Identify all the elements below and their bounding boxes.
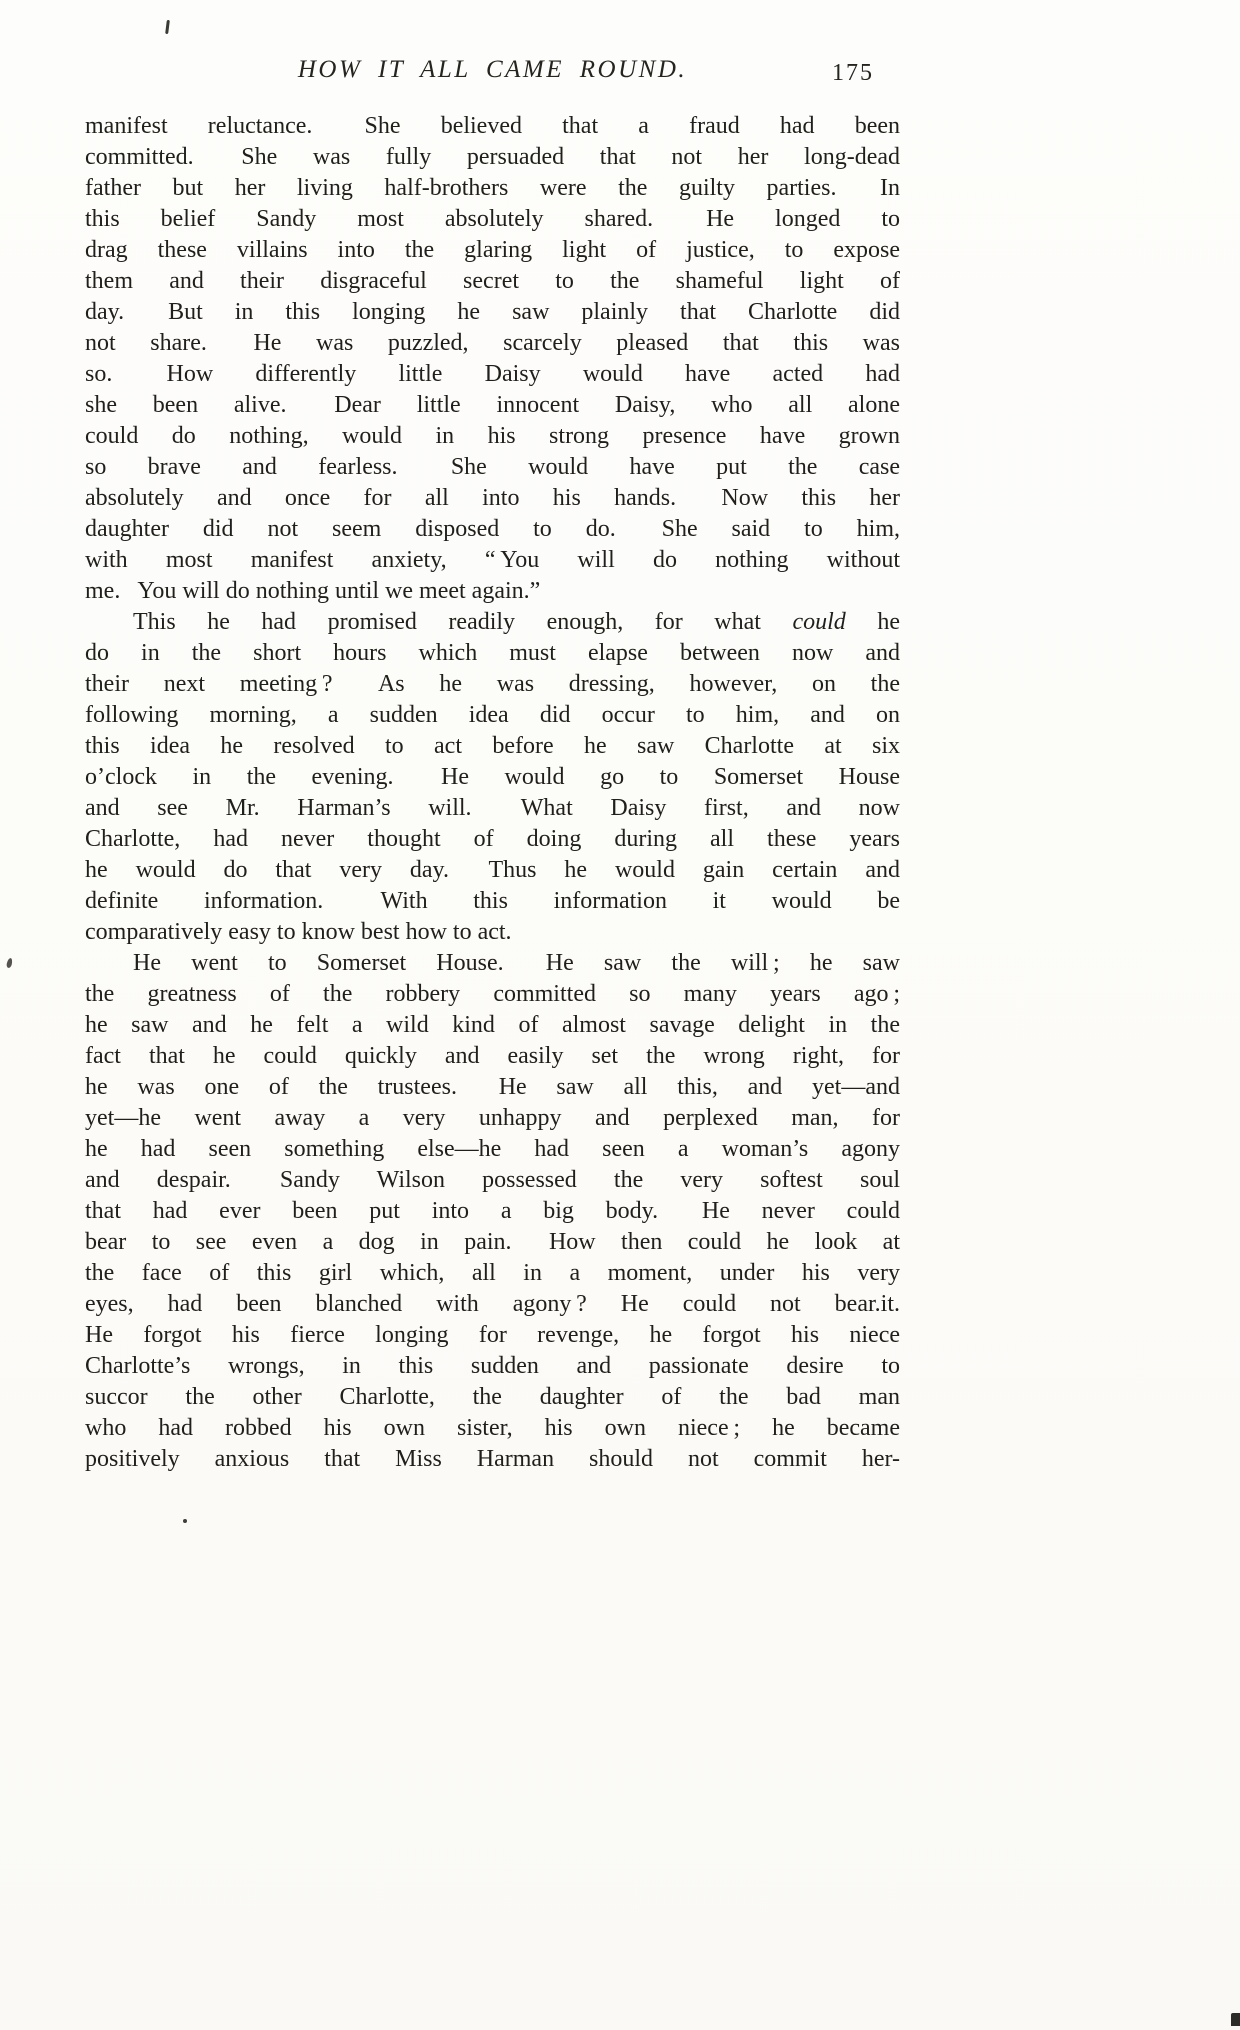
text-line: yet—he went away a very unhappy and perplexed man, for [85,1105,900,1131]
text-line: who had robbed his own sister, his own niece ; he became [85,1415,900,1441]
text-line: committed. She was fully persuaded that not her long-dead [85,144,900,170]
text-line: their next meeting ? As he was dressing, however, on the [85,671,900,697]
text-line: He forgot his fierce longing for revenge, he forgot his niece [85,1322,900,1348]
text-line: with most manifest anxiety, “ You will do nothing without [85,547,900,573]
paragraph [85,111,900,607]
page-number: 175 [832,60,874,86]
ink-mark-icon [6,958,13,969]
text-line: drag these villains into the glaring light of justice, to expose [85,237,900,263]
text-line: day. But in this longing he saw plainly that Charlotte did [85,299,900,325]
text-line: comparatively easy to know best how to act. [85,919,512,945]
text-line: the greatness of the robbery committed so many years ago ; [85,981,900,1007]
text-line: daughter did not seem disposed to do. She said to him, [85,516,900,542]
text-line: not share. He was puzzled, scarcely pleased that this was [85,330,900,356]
ink-dot-icon [183,1519,187,1523]
text-line: o’clock in the evening. He would go to Somerset House [85,764,900,790]
text-line: eyes, had been blanched with agony ? He could not bear.it. [85,1291,900,1317]
text-line: me. You will do nothing until we meet again.” [85,578,541,604]
text-line: bear to see even a dog in pain. How then could he look at [85,1229,900,1255]
text-line: so. How differently little Daisy would have acted had [85,361,900,387]
text-line: He went to Somerset House. He saw the will ; he saw [133,950,900,976]
text-line: succor the other Charlotte, the daughter of the bad man [85,1384,900,1410]
corner-glyph-fragment-icon [1231,2013,1240,2026]
text-line: could do nothing, would in his strong presence have grown [85,423,900,449]
text-line: so brave and fearless. She would have put the case [85,454,900,480]
text-line: he had seen something else—he had seen a woman’s agony [85,1136,900,1162]
text-line: following morning, a sudden idea did occur to him, and on [85,702,900,728]
text-line: he was one of the trustees. He saw all this, and yet—and [85,1074,900,1100]
text-line: do in the short hours which must elapse between now and [85,640,900,666]
text-line: and despair. Sandy Wilson possessed the very softest soul [85,1167,900,1193]
text-line: this idea he resolved to act before he saw Charlotte at six [85,733,900,759]
running-title: HOW IT ALL CAME ROUND. [297,56,688,83]
text-line: he saw and he felt a wild kind of almost savage delight in the [85,1012,900,1038]
text-line: and see Mr. Harman’s will. What Daisy first, and now [85,795,900,821]
ink-mark-icon [165,20,170,34]
text-line: she been alive. Dear little innocent Daisy, who all alone [85,392,900,418]
paragraph [85,948,900,1475]
text-line: this belief Sandy most absolutely shared. He longed to [85,206,900,232]
text-line: Charlotte, had never thought of doing during all these years [85,826,900,852]
text-line: he would do that very day. Thus he would gain certain and [85,857,900,883]
text-line: definite information. With this information it would be [85,888,900,914]
text-block [85,111,900,1475]
text-line: father but her living half-brothers were the guilty parties. In [85,175,900,201]
text-line: This he had promised readily enough, for what could he [133,609,900,635]
paragraph [85,607,900,948]
text-line: absolutely and once for all into his hands. Now this her [85,485,900,511]
text-line: that had ever been put into a big body. He never could [85,1198,900,1224]
text-line: fact that he could quickly and easily set the wrong right, for [85,1043,900,1069]
text-line: manifest reluctance. She believed that a fraud had been [85,113,900,139]
running-head [85,56,900,84]
text-line: the face of this girl which, all in a moment, under his very [85,1260,900,1286]
text-line: positively anxious that Miss Harman should not commit her- [85,1446,900,1472]
text-line: them and their disgraceful secret to the shameful light of [85,268,900,294]
text-line: Charlotte’s wrongs, in this sudden and passionate desire to [85,1353,900,1379]
